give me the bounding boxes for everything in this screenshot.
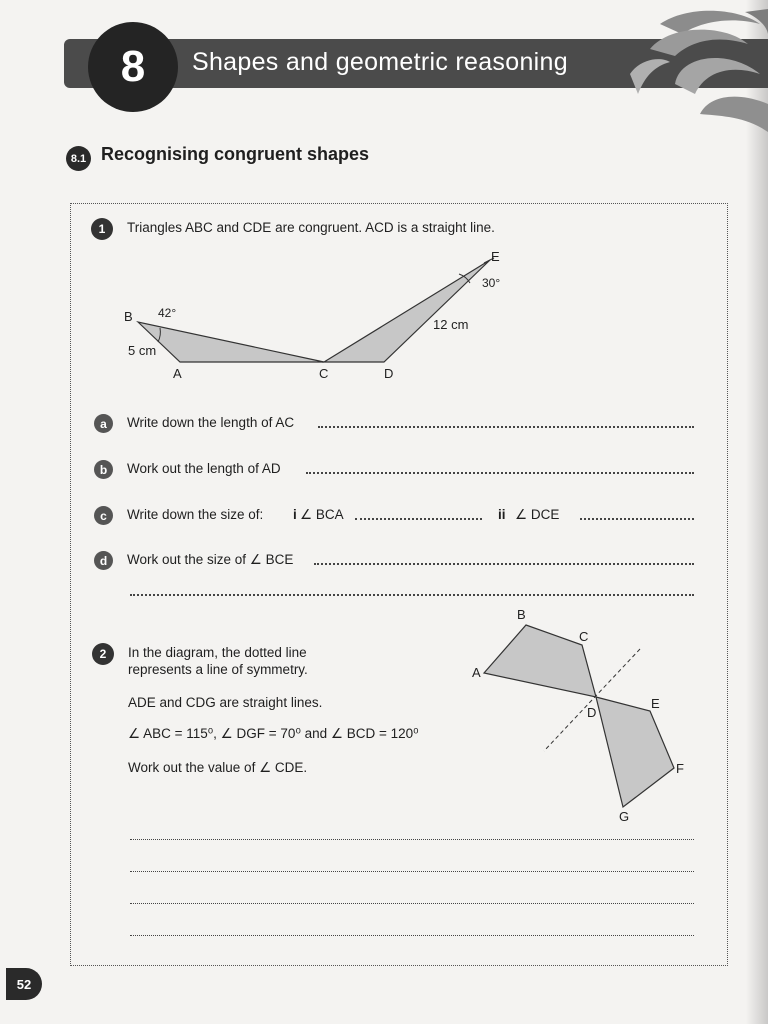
label-c2: C (579, 629, 589, 644)
label-e2: E (651, 696, 660, 711)
question-2-line-4: ∠ ABC = 115⁰, ∠ DGF = 70⁰ and ∠ BCD = 120⁰ (128, 726, 419, 741)
part-c-sub-i-label: i (293, 507, 297, 522)
answer-line-b[interactable] (306, 472, 694, 474)
label-d: D (384, 366, 394, 381)
part-a-text: Write down the length of AC (127, 415, 295, 430)
question-2-line-3: ADE and CDG are straight lines. (128, 695, 323, 710)
section-number-badge: 8.1 (66, 146, 91, 171)
swirl-decoration-icon (620, 4, 768, 134)
question-1-prompt: Triangles ABC and CDE are congruent. ACD is a straight line. (127, 220, 495, 235)
label-g2: G (619, 809, 630, 824)
part-d-text: Work out the size of ∠ BCE (127, 552, 294, 567)
label-d2: D (587, 705, 597, 720)
question-1-badge: 1 (91, 218, 113, 240)
section-title: Recognising congruent shapes (101, 144, 370, 164)
congruent-triangles-diagram (120, 245, 520, 385)
label-e: E (491, 249, 500, 264)
answer-line-q2-1[interactable] (130, 839, 694, 840)
question-2-badge: 2 (92, 643, 114, 665)
triangle-abc (138, 322, 324, 362)
part-c-text: Write down the size of: (127, 507, 264, 522)
chapter-number-badge (88, 22, 178, 112)
label-c: C (319, 366, 329, 381)
answer-line-q2-3[interactable] (130, 903, 694, 904)
label-a2: A (472, 665, 481, 680)
label-a: A (173, 366, 182, 381)
question-2-line-5: Work out the value of ∠ CDE. (128, 760, 308, 775)
part-c-sub-i: ∠ BCA (300, 507, 344, 522)
answer-line-d[interactable] (314, 563, 694, 565)
answer-line-d-extra[interactable] (130, 594, 694, 596)
label-side-de: 12 cm (433, 317, 469, 332)
question-2-line-1: In the diagram, the dotted line (128, 645, 307, 660)
part-c-badge: c (94, 506, 113, 525)
answer-line-c-i[interactable] (355, 518, 482, 520)
part-b-badge: b (94, 460, 113, 479)
page-edge-shadow (746, 0, 768, 1024)
part-c-sub-ii-label: ii (498, 507, 506, 522)
chapter-title: Shapes and geometric reasoning (192, 48, 568, 76)
part-a-badge: a (94, 414, 113, 433)
part-c-sub-ii: ∠ DCE (515, 507, 560, 522)
label-f2: F (676, 761, 684, 776)
label-b: B (124, 309, 133, 324)
label-side-ab: 5 cm (128, 343, 157, 358)
label-angle-b: 42° (158, 306, 177, 320)
part-b-text: Work out the length of AD (127, 461, 281, 476)
triangle-cde (324, 260, 490, 362)
answer-line-c-ii[interactable] (580, 518, 694, 520)
shape-defg (596, 697, 674, 807)
answer-line-q2-4[interactable] (130, 935, 694, 936)
page-number: 52 (6, 968, 42, 1000)
question-2-line-2: represents a line of symmetry. (128, 662, 308, 677)
label-b2: B (517, 607, 526, 622)
chapter-number: 8 (120, 42, 146, 91)
answer-line-a[interactable] (318, 426, 694, 428)
label-angle-e: 30° (482, 276, 501, 290)
symmetry-diagram (468, 605, 698, 827)
part-d-badge: d (94, 551, 113, 570)
answer-line-q2-2[interactable] (130, 871, 694, 872)
